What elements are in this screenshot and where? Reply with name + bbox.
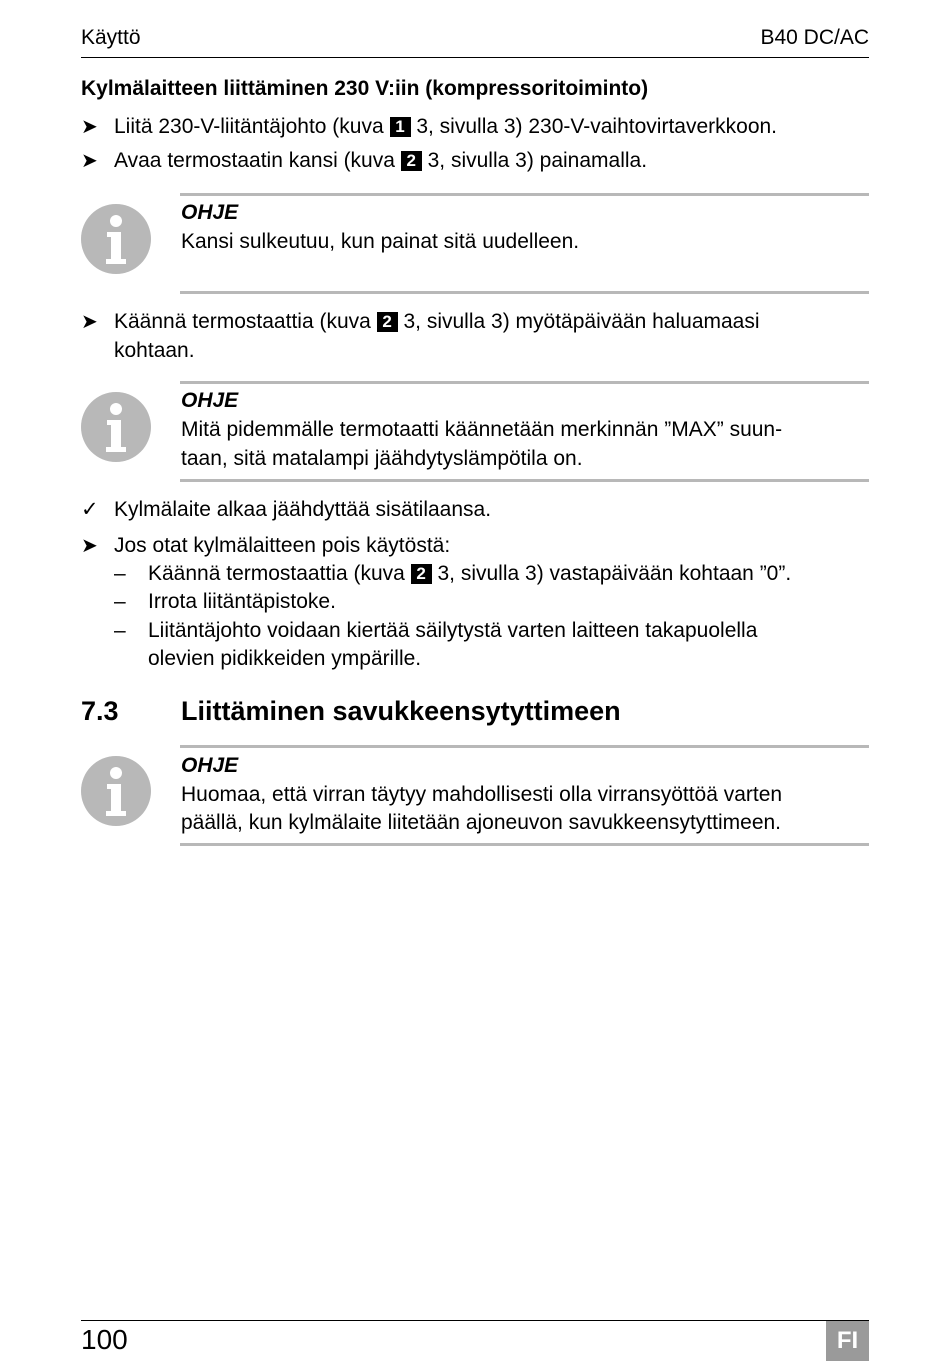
page-number: 100 xyxy=(81,1324,128,1355)
header-rule xyxy=(81,57,869,58)
sub-step-2: Irrota liitäntäpistoke. xyxy=(148,590,336,613)
language-badge: FI xyxy=(826,1321,869,1361)
arrow-icon: ➤ xyxy=(81,116,98,138)
result-text: Kylmälaite alkaa jäähdyttää sisätilaansa. xyxy=(114,498,492,521)
section-number: 7.3 xyxy=(81,696,119,726)
step-1-text-b: 3, sivulla 3) 230-V-vaihtovirtaverkkoon. xyxy=(410,115,778,138)
arrow-icon: ➤ xyxy=(81,535,98,557)
step-3 xyxy=(114,308,760,336)
figure-ref-1: 1 xyxy=(390,117,411,137)
note-2-text-line-1: Mitä pidemmälle termotaatti käännetään merkinnän ”MAX” suun- xyxy=(181,418,783,441)
note-2-text-line-2: taan, sitä matalampi jäähdytyslämpötila on. xyxy=(181,447,583,470)
sub-step-1 xyxy=(148,560,791,588)
figure-ref-2: 2 xyxy=(401,151,422,171)
sub-step-1-text-b: 3, sivulla 3) vastapäivään kohtaan ”0”. xyxy=(431,562,792,585)
note-1-text: Kansi sulkeutuu, kun painat sitä uudelleen. xyxy=(181,230,580,253)
header-model: B40 DC/AC xyxy=(760,26,869,49)
info-icon xyxy=(81,756,151,826)
step-1 xyxy=(114,113,777,141)
figure-ref-2: 2 xyxy=(377,312,398,332)
note-3-text-line-2: päällä, kun kylmälaite liitetään ajoneuvon savukkeensytyttimeen. xyxy=(181,811,782,834)
note-2-top-rule xyxy=(180,381,869,384)
subheading: Kylmälaitteen liittäminen 230 V:iin (kompressoritoiminto) xyxy=(81,77,649,100)
step-3-line-2: kohtaan. xyxy=(114,339,195,362)
step-1-text-a: Liitä 230-V-liitäntäjohto (kuva xyxy=(114,115,390,138)
step-2-text-a: Avaa termostaatin kansi (kuva xyxy=(114,149,401,172)
info-icon xyxy=(81,204,151,274)
sub-step-3-line-2: olevien pidikkeiden ympärille. xyxy=(148,647,422,670)
info-icon xyxy=(81,392,151,462)
note-3-bottom-rule xyxy=(180,843,869,846)
note-1-bottom-rule xyxy=(180,291,869,294)
step-3-text-a: Käännä termostaattia (kuva xyxy=(114,310,377,333)
step-2-text-b: 3, sivulla 3) painamalla. xyxy=(421,149,648,172)
step-4: Jos otat kylmälaitteen pois käytöstä: xyxy=(114,534,451,557)
note-2-bottom-rule xyxy=(180,479,869,482)
dash-icon: – xyxy=(114,590,126,613)
dash-icon: – xyxy=(114,562,126,585)
note-3-title: OHJE xyxy=(181,754,239,777)
step-3-text-b: 3, sivulla 3) myötäpäivään haluamaasi xyxy=(397,310,760,333)
note-1-top-rule xyxy=(180,193,869,196)
section-title: Liittäminen savukkeensytyttimeen xyxy=(181,696,621,726)
step-2 xyxy=(114,147,647,175)
note-2-title: OHJE xyxy=(181,389,239,412)
note-3-text-line-1: Huomaa, että virran täytyy mahdollisesti olla virransyöttöä varten xyxy=(181,783,783,806)
sub-step-1-text-a: Käännä termostaattia (kuva xyxy=(148,562,411,585)
header-section-title: Käyttö xyxy=(81,26,141,49)
check-icon: ✓ xyxy=(81,498,99,521)
footer-rule xyxy=(81,1320,869,1321)
arrow-icon: ➤ xyxy=(81,311,98,333)
sub-step-3-line-1: Liitäntäjohto voidaan kiertää säilytystä varten laitteen takapuolella xyxy=(148,619,758,642)
arrow-icon: ➤ xyxy=(81,150,98,172)
note-1-title: OHJE xyxy=(181,201,239,224)
figure-ref-2: 2 xyxy=(411,564,432,584)
dash-icon: – xyxy=(114,619,126,642)
note-3-top-rule xyxy=(180,745,869,748)
